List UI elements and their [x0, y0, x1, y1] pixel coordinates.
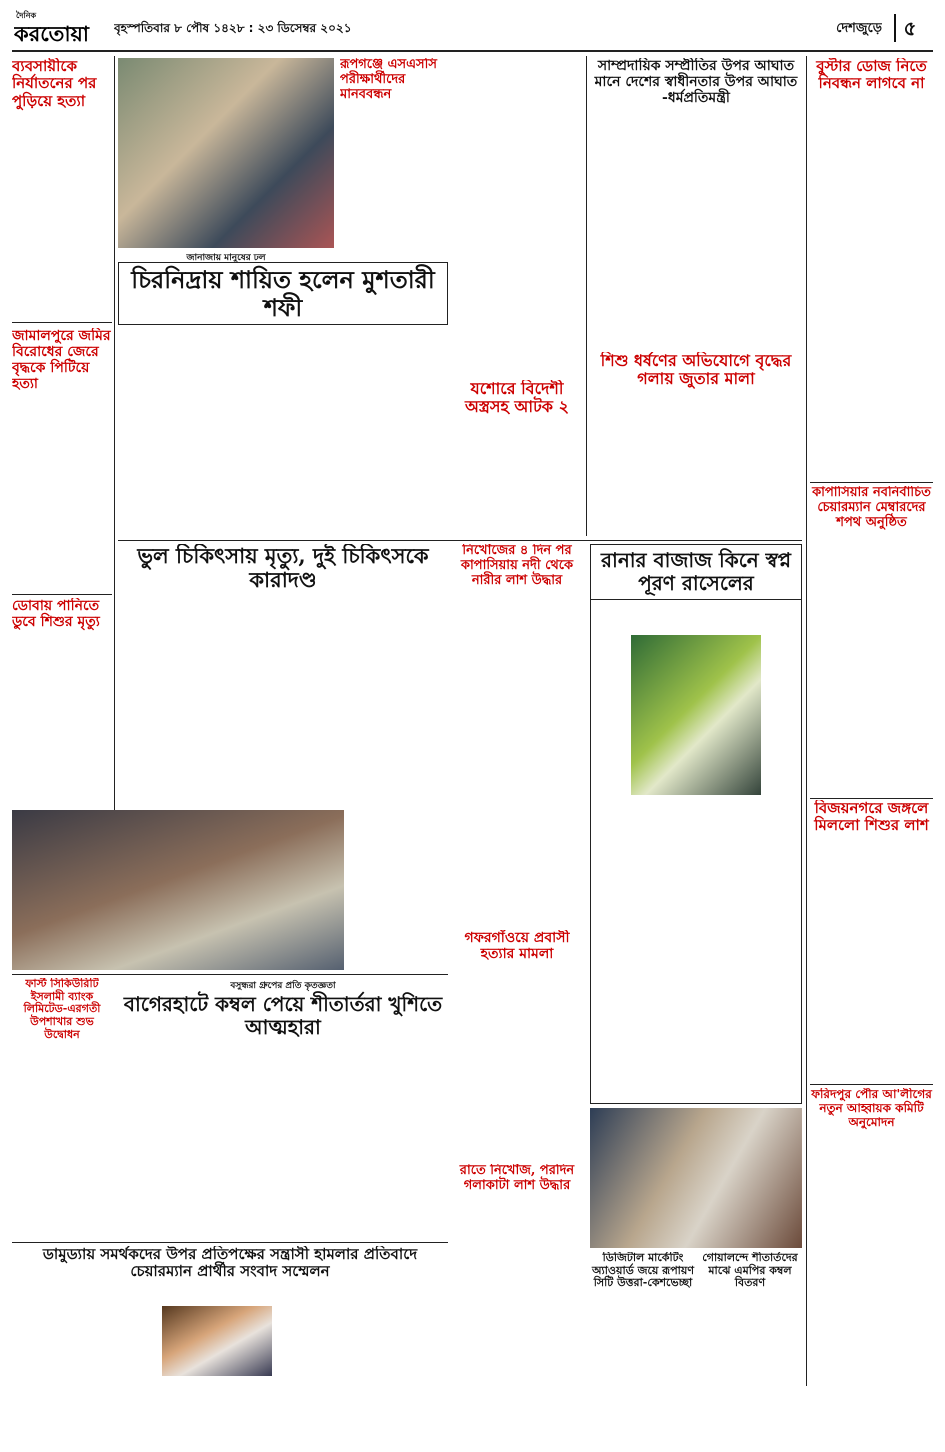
- rule: [118, 540, 802, 541]
- article-14: [810, 800, 933, 1080]
- headline: ডোবায় পানিতে ডুবে শিশুর মৃত্যু: [12, 598, 100, 631]
- headline: বুস্টার ডোজ নিতে নিবন্ধন লাগবে না: [816, 58, 927, 93]
- headline: গফরগাঁওয়ে প্রবাসী হত্যার মামলা: [464, 930, 570, 963]
- headline: ডিজিটাল মার্কেটিং অ্যাওয়ার্ড জয়ে রূপায়ণ সিটি উত্তরা-কেশভেচ্ছা: [592, 1252, 694, 1290]
- article-8: [452, 380, 582, 540]
- rule: [12, 974, 448, 975]
- article-body: [452, 1198, 582, 1378]
- headline: রাতে নিখোঁজ, পরদিন গলাকাটা লাশ উদ্ধার: [459, 1164, 575, 1193]
- article-body: [118, 596, 448, 796]
- headline: ডামুড্যায় সমর্থকদের উপর প্রতিপক্ষের সন্ত্রাসী হামলার প্রতিবাদে চেয়ারম্যান প্রার্থীর সংবাদ সম্মেলন: [42, 1246, 418, 1281]
- headline: জামালপুরে জমির বিরোধের জেরে বৃদ্ধকে পিটিয়ে হত্যা: [12, 328, 111, 393]
- date-line: বৃহস্পতিবার ৮ পৌষ ১৪২৮ : ২৩ ডিসেম্বর ২০২১: [114, 21, 352, 35]
- page-number: ৫: [894, 14, 924, 42]
- article-17: [118, 978, 448, 1238]
- headline: ব্যবসায়ীকে নির্যাতনের পর পুড়িয়ে হত্যা: [12, 58, 97, 110]
- article-22: [12, 1246, 448, 1442]
- headline: শিশু ধর্ষণের অভিযোগে বৃদ্ধের গলায় জুতার মালা: [600, 352, 792, 389]
- article-10: [810, 486, 933, 788]
- headline: রূপগঞ্জে এসএসসি পরীক্ষার্থীদের মানববন্ধন: [340, 58, 437, 102]
- article-body: [810, 839, 933, 1049]
- headline: গোয়ালন্দে শীতার্তদের মাঝে এমপির কম্বল বিতরণ: [702, 1252, 798, 1290]
- article-body: [452, 966, 582, 1146]
- section-label: দেশজুড়ে: [836, 21, 882, 36]
- article-3: [12, 598, 112, 808]
- article-body: [590, 110, 802, 320]
- headline: বিজয়নগরে জঙ্গলে মিললো শিশুর লাশ: [814, 800, 929, 835]
- rule: [12, 1242, 448, 1243]
- article-9: [590, 352, 802, 532]
- article-5: [590, 58, 802, 348]
- article-body: [810, 1133, 933, 1413]
- article-15: [452, 930, 582, 1160]
- article-body: [810, 535, 933, 765]
- article-body: [282, 1306, 448, 1436]
- logo: [14, 10, 102, 44]
- article-6: [810, 58, 933, 478]
- article-20: [698, 1252, 802, 1442]
- award-photo: [590, 1108, 802, 1248]
- event-photo: [12, 810, 344, 970]
- headline: ভুল চিকিৎসায় মৃত্যু, দুই চিকিৎসকে কারাদণ্ড: [137, 544, 429, 593]
- rule: [810, 482, 933, 483]
- headline: কাপাসিয়ার নবনির্বাচিত চেয়ারম্যান মেম্বারদের শপথ অনুষ্ঠিত: [812, 486, 931, 530]
- headline: যশোরে বিদেশী অস্ত্রসহ আটক ২: [465, 380, 569, 417]
- article-body: [452, 593, 582, 893]
- masthead-rule: [12, 50, 933, 52]
- masthead: [12, 8, 933, 48]
- article-body: [12, 634, 112, 794]
- photo-caption: জানাজায় মানুষের ঢল: [186, 253, 266, 263]
- headline: ফরিদপুর পৌর আ'লীগের নতুন আহ্বায়ক কমিটি অনুমোদন: [811, 1088, 932, 1129]
- article-1: [12, 58, 112, 318]
- rule: [12, 594, 112, 595]
- rule: [12, 322, 112, 323]
- col-divider: [114, 56, 115, 936]
- article-body: [12, 114, 112, 314]
- article-body: [12, 1306, 152, 1436]
- funeral-photo: [118, 58, 334, 248]
- article-18: [452, 1164, 582, 1394]
- article-body: [118, 1043, 448, 1213]
- article-body: [698, 1293, 802, 1423]
- article-body: [590, 1293, 696, 1423]
- paper-name: করতোয়া: [14, 21, 89, 44]
- col-divider: [806, 56, 807, 1386]
- headline: নিখোঁজের ৪ দিন পর কাপাসিয়ায় নদী থেকে নারীর লাশ উদ্ধার: [460, 544, 574, 588]
- headline: চিরনিদ্রায় শায়িত হলেন মুশতারী শফী: [118, 262, 448, 325]
- article-body: [118, 331, 448, 552]
- article-12: [452, 544, 582, 924]
- rule: [810, 798, 933, 799]
- article-body: [590, 393, 802, 503]
- article-body: [12, 1045, 112, 1235]
- article-7: [118, 262, 448, 552]
- article-21: [810, 1088, 933, 1432]
- article-16: [12, 978, 112, 1238]
- article-body: [810, 97, 933, 447]
- article-body: [452, 421, 582, 531]
- photo-caption: বসুন্ধরা গ্রুপের প্রতি কৃতজ্ঞতা: [230, 981, 336, 991]
- rule: [810, 1084, 933, 1085]
- article-19: [590, 1252, 696, 1442]
- article-13: [590, 544, 802, 1104]
- bajaj-photo: [631, 635, 761, 795]
- article-2: [12, 328, 112, 588]
- press-photo: [162, 1306, 272, 1376]
- article-11: [118, 544, 448, 834]
- headline: সাম্প্রদায়িক সম্প্রীতির উপর আঘাত মানে দেশের স্বাধীনতার উপর আঘাত -ধর্মপ্রতিমন্ত্রী: [594, 58, 798, 107]
- headline: রানার বাজাজ কিনে স্বপ্ন পূরণ রাসেলের: [591, 545, 801, 600]
- article-body: [12, 396, 112, 586]
- article-body: [597, 805, 795, 1095]
- col-divider: [586, 56, 587, 536]
- headline: ফার্স্ট সিকিউরিটি ইসলামী ব্যাংক লিমিটেড-এরগতী উপশাখার শুভ উদ্বোধন: [23, 978, 101, 1041]
- headline: বাগেরহাটে কম্বল পেয়ে শীতার্তরা খুশিতে আত্মহারা: [123, 992, 443, 1039]
- paper-small: দৈনিক: [16, 11, 37, 20]
